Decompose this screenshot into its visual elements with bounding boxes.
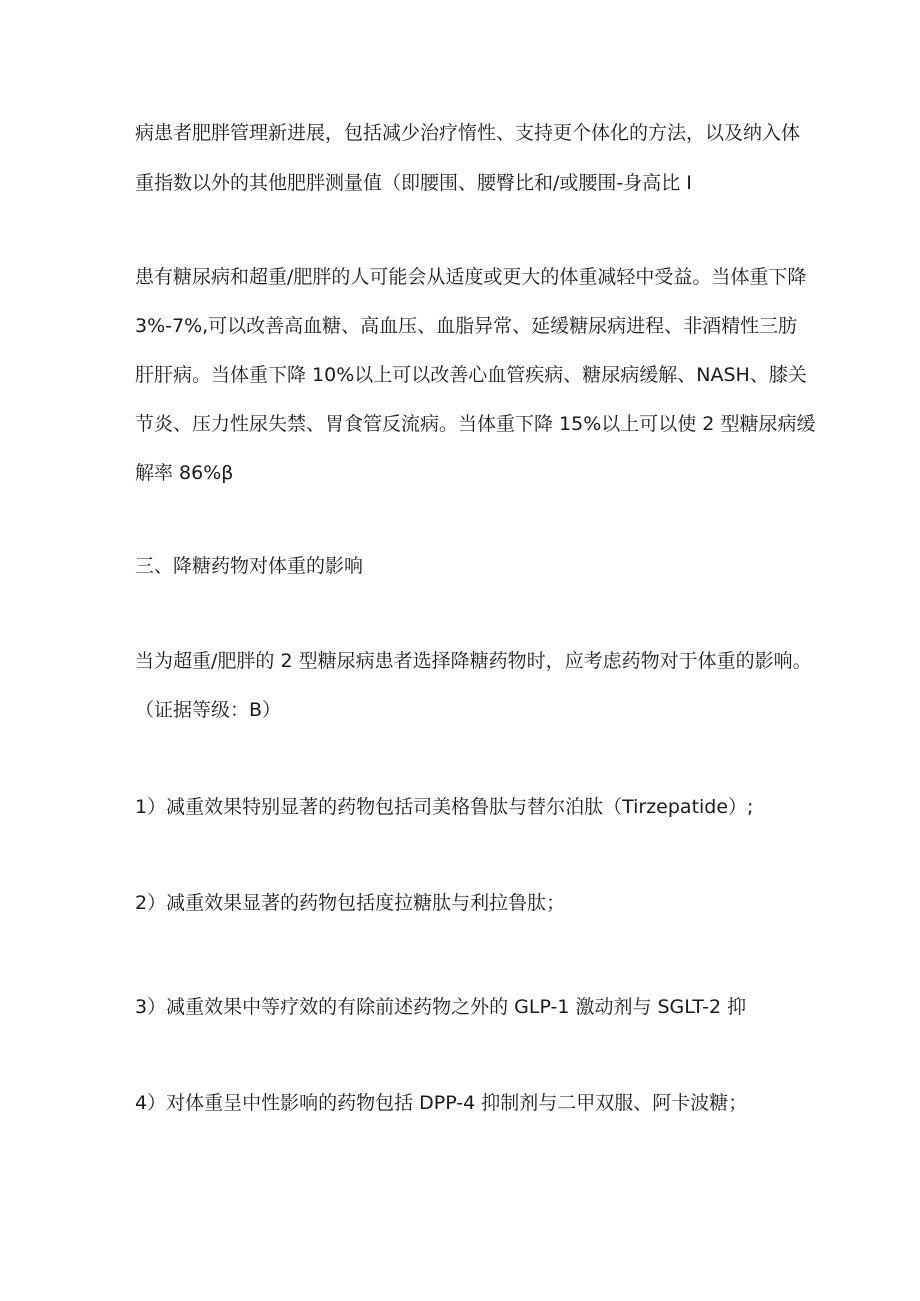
paragraph-line: 患有糖尿病和超重/肥胖的人可能会从适度或更大的体重减轻中受益。当体重下降: [135, 266, 807, 288]
paragraph-line: 病患者肥胖管理新进展，包括减少治疗惰性、支持更个体化的方法，以及纳入体: [135, 122, 801, 144]
list-item: 2）减重效果显著的药物包括度拉糖肽与利拉鲁肽；: [135, 892, 566, 914]
list-item: 4）对体重呈中性影响的药物包括 DPP-4 抑制剂与二甲双服、阿卡波糖；: [135, 1092, 748, 1114]
paragraph-line: 重指数以外的其他肥胖测量值（即腰围、腰臀比和/或腰围-身高比 I: [135, 172, 692, 194]
paragraph-line: 解率 86%β: [135, 462, 234, 484]
paragraph-line: （证据等级：B）: [135, 699, 282, 721]
section-heading: 三、降糖药物对体重的影响: [135, 555, 364, 577]
list-item: 3）减重效果中等疗效的有除前述药物之外的 GLP-1 激动剂与 SGLT-2 抑: [135, 996, 747, 1018]
paragraph-line: 肝肝病。当体重下降 10%以上可以改善心血管疾病、糖尿病缓解、NASH、膝关: [135, 364, 807, 386]
paragraph-line: 节炎、压力性尿失禁、胃食管反流病。当体重下降 15%以上可以使 2 型糖尿病缓: [135, 413, 816, 435]
list-item: 1）减重效果特别显著的药物包括司美格鲁肽与替尔泊肽（Tirzepatide）;: [135, 796, 754, 818]
paragraph-line: 当为超重/肥胖的 2 型糖尿病患者选择降糖药物时，应考虑药物对于体重的影响。: [135, 650, 812, 672]
paragraph-line: 3%-7%,可以改善高血糖、高血压、血脂异常、延缓糖尿病进程、非酒精性三肪: [135, 315, 798, 337]
